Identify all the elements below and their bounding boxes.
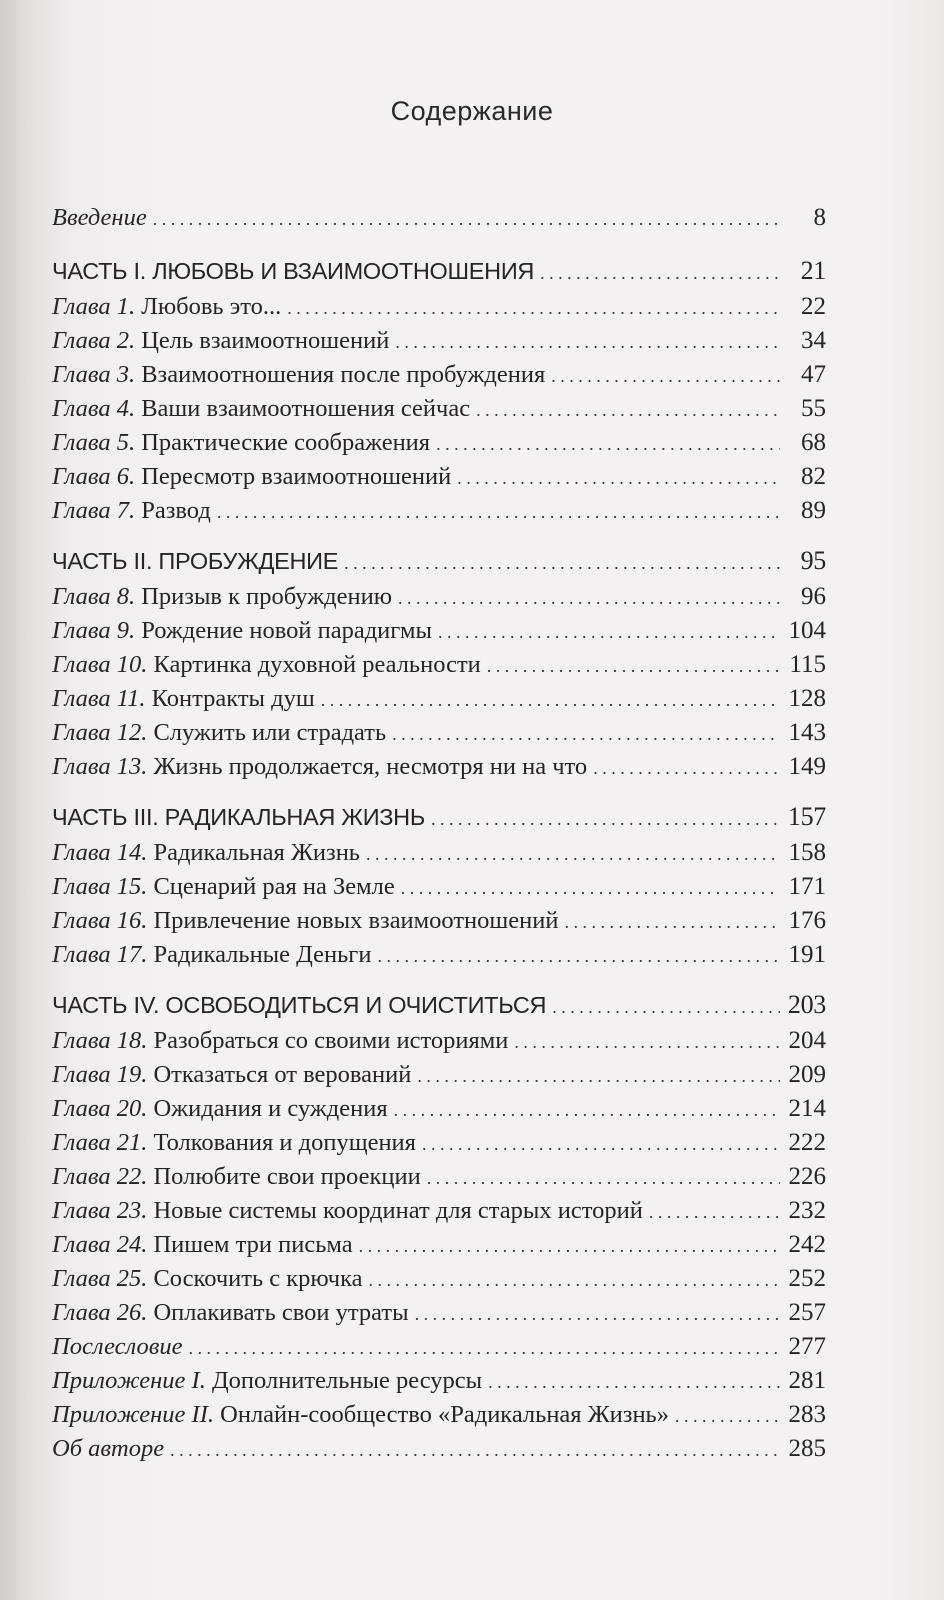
toc-entry xyxy=(52,1364,826,1398)
dot-leader xyxy=(189,1331,780,1365)
page-number: 226 xyxy=(788,1163,826,1190)
entry-label xyxy=(52,358,545,392)
page-number: 21 xyxy=(800,256,826,285)
entry-label xyxy=(52,426,430,460)
toc-entry xyxy=(52,1092,826,1126)
entry-label xyxy=(52,1058,411,1092)
entry-prefix: Глава 8. xyxy=(52,583,136,610)
entry-prefix: Глава 7. xyxy=(52,497,136,524)
entry-prefix: Глава 19. xyxy=(52,1061,148,1088)
toc-part-entry xyxy=(52,798,826,836)
entry-prefix: Глава 2. xyxy=(52,327,136,354)
entry-label xyxy=(52,1160,421,1194)
page-number: 96 xyxy=(801,583,826,610)
entry-title: Ожидания и суждения xyxy=(147,1095,388,1122)
entry-title: Практические соображения xyxy=(135,429,431,456)
entry-prefix: Глава 23. xyxy=(52,1197,148,1224)
entry-label xyxy=(52,798,425,836)
dot-leader xyxy=(427,1161,780,1195)
dot-leader xyxy=(487,649,780,683)
entry-title: Толкования и допущения xyxy=(147,1129,416,1156)
entry-label xyxy=(52,716,386,750)
dot-leader xyxy=(287,291,780,325)
entry-title: ЧАСТЬ III. РАДИКАЛЬНАЯ ЖИЗНЬ xyxy=(52,804,425,830)
entry-title: Рождение новой парадигмы xyxy=(135,617,432,644)
toc-part-entry xyxy=(52,986,826,1024)
entry-title: Пересмотр взаимоотношений xyxy=(135,463,452,490)
dot-leader xyxy=(551,359,780,393)
entry-title: Оплакивать свои утраты xyxy=(147,1299,409,1326)
entry-title: Отказаться от верований xyxy=(147,1061,412,1088)
toc-entry xyxy=(52,1194,826,1228)
entry-label xyxy=(52,324,389,358)
entry-prefix: Глава 16. xyxy=(52,907,148,934)
entry-title: Соскочить с крючка xyxy=(147,1265,363,1292)
dot-leader xyxy=(675,1399,780,1433)
entry-label xyxy=(52,1330,183,1364)
page-number: 115 xyxy=(789,651,826,678)
toc-entry xyxy=(52,1126,826,1160)
entry-label xyxy=(52,1364,482,1398)
entry-prefix: Приложение I. xyxy=(52,1367,206,1394)
entry-prefix: Глава 22. xyxy=(52,1163,148,1190)
entry-label xyxy=(52,252,534,290)
dot-leader xyxy=(593,751,780,785)
entry-label xyxy=(52,392,470,426)
page-number: 95 xyxy=(800,546,826,575)
entry-prefix: Глава 4. xyxy=(52,395,136,422)
toc-entry xyxy=(52,580,826,614)
entry-prefix: Глава 12. xyxy=(52,719,148,746)
dot-leader xyxy=(395,325,780,359)
dot-leader xyxy=(344,544,780,582)
entry-prefix: Глава 20. xyxy=(52,1095,148,1122)
entry-prefix: Глава 3. xyxy=(52,361,136,388)
toc-entry xyxy=(52,494,826,528)
toc-entry xyxy=(52,460,826,494)
entry-prefix: Глава 1. xyxy=(52,293,136,320)
entry-title: Радикальная Жизнь xyxy=(147,839,360,866)
toc-entry xyxy=(52,392,826,426)
toc-entry xyxy=(52,750,826,784)
entry-label xyxy=(52,614,432,648)
dot-leader xyxy=(540,254,780,292)
toc-entry xyxy=(52,682,826,716)
entry-label xyxy=(52,198,147,238)
toc-entry xyxy=(52,1330,826,1364)
dot-leader xyxy=(217,495,780,529)
toc-entry xyxy=(52,1432,826,1466)
toc-entry xyxy=(52,1024,826,1058)
page-number: 222 xyxy=(788,1129,826,1156)
entry-prefix: Глава 15. xyxy=(52,873,148,900)
toc-entry xyxy=(52,1058,826,1092)
entry-title: ЧАСТЬ II. ПРОБУЖДЕНИЕ xyxy=(52,548,339,574)
entry-title: Радикальные Деньги xyxy=(147,941,372,968)
entry-prefix: Глава 6. xyxy=(52,463,136,490)
toc-entry xyxy=(52,648,826,682)
dot-leader xyxy=(476,393,780,427)
entry-label xyxy=(52,648,481,682)
dot-leader xyxy=(422,1127,780,1161)
entry-title: ЧАСТЬ IV. ОСВОБОДИТЬСЯ И ОЧИСТИТЬСЯ xyxy=(52,992,547,1018)
toc-entry xyxy=(52,324,826,358)
entry-title: Цель взаимоотношений xyxy=(135,327,390,354)
entry-label xyxy=(52,1432,164,1466)
entry-title: Новые системы координат для старых историй xyxy=(147,1197,643,1224)
entry-label xyxy=(52,460,451,494)
toc-entry xyxy=(52,1262,826,1296)
page-number: 143 xyxy=(788,719,826,746)
entry-label xyxy=(52,1262,363,1296)
page-number: 214 xyxy=(788,1095,826,1122)
entry-prefix: Глава 26. xyxy=(52,1299,148,1326)
entry-title: Разобраться со своими историями xyxy=(147,1027,509,1054)
entry-label xyxy=(52,1092,388,1126)
dot-leader xyxy=(377,939,780,973)
toc-entry xyxy=(52,614,826,648)
entry-label xyxy=(52,580,392,614)
toc-part-entry xyxy=(52,542,826,580)
entry-title: Онлайн-сообщество «Радикальная Жизнь» xyxy=(214,1401,669,1428)
page-number: 281 xyxy=(788,1367,826,1394)
entry-label xyxy=(52,682,315,716)
toc-entry xyxy=(52,1398,826,1432)
entry-title: Жизнь продолжается, несмотря ни на что xyxy=(147,753,588,780)
page-number: 257 xyxy=(788,1299,826,1326)
entry-title: Любовь это... xyxy=(135,293,282,320)
page-number: 204 xyxy=(788,1027,826,1054)
dot-leader xyxy=(438,615,780,649)
dot-leader xyxy=(436,427,780,461)
page-number: 191 xyxy=(788,941,826,968)
page-number: 34 xyxy=(801,327,826,354)
page-number: 285 xyxy=(788,1435,826,1462)
toc-entry xyxy=(52,1228,826,1262)
toc-entry xyxy=(52,904,826,938)
page-number: 209 xyxy=(788,1061,826,1088)
page-number: 149 xyxy=(788,753,826,780)
dot-leader xyxy=(514,1025,780,1059)
dot-leader xyxy=(565,905,781,939)
page-number: 203 xyxy=(787,990,826,1019)
toc-entry xyxy=(52,426,826,460)
dot-leader xyxy=(398,581,780,615)
dot-leader xyxy=(649,1195,780,1229)
toc-entry xyxy=(52,290,826,324)
entry-label xyxy=(52,836,360,870)
entry-prefix: Глава 11. xyxy=(52,685,146,712)
dot-leader xyxy=(359,1229,780,1263)
page-number: 55 xyxy=(801,395,826,422)
dot-leader xyxy=(552,988,780,1026)
entry-title: Пишем три письма xyxy=(147,1231,353,1258)
page-number: 104 xyxy=(788,617,826,644)
entry-title: Полюбите свои проекции xyxy=(147,1163,421,1190)
dot-leader xyxy=(431,800,780,838)
entry-label xyxy=(52,938,371,972)
dot-leader xyxy=(417,1059,780,1093)
entry-title: Дополнительные ресурсы xyxy=(205,1367,483,1394)
entry-prefix: Глава 21. xyxy=(52,1129,148,1156)
entry-prefix: Глава 9. xyxy=(52,617,136,644)
toc-part-entry xyxy=(52,252,826,290)
page-number: 283 xyxy=(788,1401,826,1428)
page-number: 158 xyxy=(788,839,826,866)
entry-prefix: Глава 17. xyxy=(52,941,148,968)
toc-entry xyxy=(52,358,826,392)
dot-leader xyxy=(153,199,780,239)
entry-title: Ваши взаимоотношения сейчас xyxy=(135,395,471,422)
entry-title: Служить или страдать xyxy=(147,719,387,746)
entry-prefix: Послесловие xyxy=(52,1333,183,1360)
toc-entry xyxy=(52,198,826,238)
page-title: Содержание xyxy=(390,96,554,126)
entry-prefix: Введение xyxy=(52,204,147,231)
entry-label xyxy=(52,1194,643,1228)
entry-label xyxy=(52,1024,508,1058)
page-number: 176 xyxy=(788,907,826,934)
entry-label xyxy=(52,1228,353,1262)
entry-label xyxy=(52,750,587,784)
page-number: 22 xyxy=(801,293,826,320)
page-number: 157 xyxy=(787,802,826,831)
entry-title: Картинка духовной реальности xyxy=(147,651,481,678)
dot-leader xyxy=(321,683,780,717)
page-number: 82 xyxy=(801,463,826,490)
entry-title: Привлечение новых взаимоотношений xyxy=(147,907,559,934)
entry-prefix: Глава 25. xyxy=(52,1265,148,1292)
entry-title: Взаимоотношения после пробуждения xyxy=(135,361,546,388)
dot-leader xyxy=(457,461,780,495)
entry-label xyxy=(52,1126,416,1160)
entry-prefix: Глава 18. xyxy=(52,1027,148,1054)
toc-entry xyxy=(52,870,826,904)
entry-title: Контракты душ xyxy=(145,685,315,712)
entry-label xyxy=(52,542,338,580)
dot-leader xyxy=(369,1263,780,1297)
page-number: 47 xyxy=(801,361,826,388)
dot-leader xyxy=(488,1365,780,1399)
toc-entry xyxy=(52,938,826,972)
entry-label xyxy=(52,494,211,528)
page-number: 68 xyxy=(801,429,826,456)
page-number: 242 xyxy=(788,1231,826,1258)
dot-leader xyxy=(401,871,780,905)
entry-label xyxy=(52,290,281,324)
entry-prefix: Об авторе xyxy=(52,1435,165,1462)
entry-label xyxy=(52,904,559,938)
entry-label xyxy=(52,870,395,904)
toc-entry xyxy=(52,836,826,870)
page-number: 171 xyxy=(788,873,826,900)
page-number: 8 xyxy=(813,204,826,231)
entry-title: ЧАСТЬ I. ЛЮБОВЬ И ВЗАИМООТНОШЕНИЯ xyxy=(52,258,535,284)
entry-label xyxy=(52,986,546,1024)
page-number: 89 xyxy=(801,497,826,524)
toc-entry xyxy=(52,1296,826,1330)
dot-leader xyxy=(394,1093,780,1127)
table-of-contents xyxy=(52,198,826,1466)
toc-entry xyxy=(52,716,826,750)
toc-entry xyxy=(52,1160,826,1194)
entry-prefix: Глава 10. xyxy=(52,651,148,678)
page-number: 277 xyxy=(788,1333,826,1360)
dot-leader xyxy=(415,1297,780,1331)
page-number: 128 xyxy=(788,685,826,712)
entry-prefix: Глава 14. xyxy=(52,839,148,866)
dot-leader xyxy=(170,1433,780,1467)
entry-prefix: Глава 24. xyxy=(52,1231,148,1258)
entry-label xyxy=(52,1296,409,1330)
entry-prefix: Глава 13. xyxy=(52,753,148,780)
dot-leader xyxy=(392,717,780,751)
page-number: 232 xyxy=(788,1197,826,1224)
entry-title: Призыв к пробуждению xyxy=(135,583,392,610)
page-number: 252 xyxy=(788,1265,826,1292)
entry-label xyxy=(52,1398,669,1432)
dot-leader xyxy=(366,837,780,871)
entry-title: Сценарий рая на Земле xyxy=(147,873,395,900)
entry-prefix: Приложение II. xyxy=(52,1401,215,1428)
entry-title: Развод xyxy=(135,497,211,524)
entry-prefix: Глава 5. xyxy=(52,429,136,456)
